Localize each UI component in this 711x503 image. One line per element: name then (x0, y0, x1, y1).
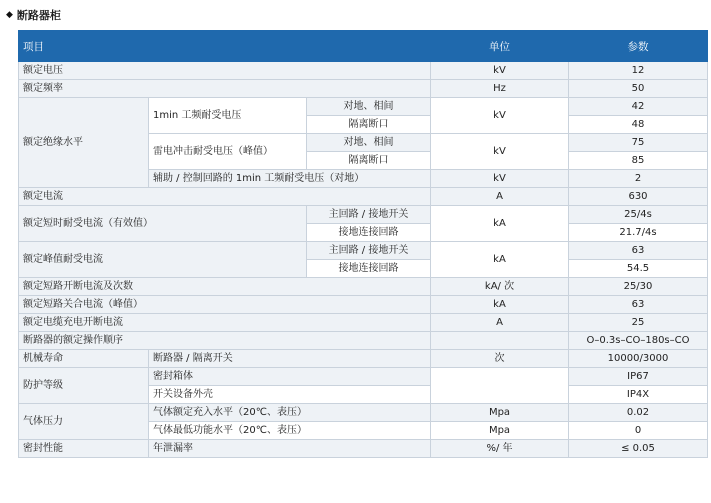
row-unit (431, 368, 569, 404)
row-value: 50 (569, 80, 708, 98)
row-sublabel: 辅助 / 控制回路的 1min 工频耐受电压（对地） (149, 170, 431, 188)
table-row (19, 188, 708, 206)
row-value: 63 (569, 296, 708, 314)
row-subitem: 断路器 / 隔离开关 (149, 350, 431, 368)
table-row (19, 350, 708, 368)
row-unit (431, 332, 569, 350)
row-unit: kV (431, 170, 569, 188)
header-unit: 单位 (431, 31, 569, 62)
row-label: 额定峰值耐受电流 (19, 242, 307, 278)
row-unit: Hz (431, 80, 569, 98)
row-sublabel: 雷电冲击耐受电压（峰值） (149, 134, 307, 170)
row-value: 2 (569, 170, 708, 188)
row-label: 额定短时耐受电流（有效值） (19, 206, 307, 242)
row-unit: 次 (431, 350, 569, 368)
row-label: 防护等级 (19, 368, 149, 404)
table-row (19, 206, 708, 224)
section-title (6, 7, 61, 23)
row-value: 25 (569, 314, 708, 332)
row-value: ≤ 0.05 (569, 440, 708, 458)
row-subitem: 接地连接回路 (307, 224, 431, 242)
row-label: 断路器的额定操作顺序 (19, 332, 431, 350)
row-value: 25/30 (569, 278, 708, 296)
row-unit: Mpa (431, 404, 569, 422)
row-value: 21.7/4s (569, 224, 708, 242)
row-value: 630 (569, 188, 708, 206)
row-subitem: 接地连接回路 (307, 260, 431, 278)
header-value: 参数 (569, 31, 708, 62)
row-subitem: 年泄漏率 (149, 440, 431, 458)
row-unit: kV (431, 134, 569, 170)
row-value: 0 (569, 422, 708, 440)
row-value: IP67 (569, 368, 708, 386)
row-value: 0.02 (569, 404, 708, 422)
row-label: 额定绝缘水平 (19, 98, 149, 188)
row-subitem: 隔离断口 (307, 152, 431, 170)
row-unit: kV (431, 98, 569, 134)
diamond-bullet-icon: ◆ (6, 10, 13, 20)
row-label: 气体压力 (19, 404, 149, 440)
row-value: 85 (569, 152, 708, 170)
row-subitem: 气体最低功能水平（20℃、表压） (149, 422, 431, 440)
row-value: 48 (569, 116, 708, 134)
row-unit: A (431, 314, 569, 332)
row-value: 12 (569, 62, 708, 80)
table-row (19, 278, 708, 296)
spec-table (18, 30, 708, 458)
row-label: 机械寿命 (19, 350, 149, 368)
row-value: 54.5 (569, 260, 708, 278)
row-subitem: 开关设备外壳 (149, 386, 431, 404)
row-label: 额定短路关合电流（峰值） (19, 296, 431, 314)
row-value: 25/4s (569, 206, 708, 224)
row-unit: kV (431, 62, 569, 80)
row-subitem: 对地、相间 (307, 134, 431, 152)
row-sublabel: 1min 工频耐受电压 (149, 98, 307, 134)
table-row (19, 368, 708, 386)
row-label: 额定电流 (19, 188, 431, 206)
table-row (19, 242, 708, 260)
table-header (19, 31, 708, 62)
row-value: IP4X (569, 386, 708, 404)
row-label: 额定电缆充电开断电流 (19, 314, 431, 332)
section-title-text: 断路器柜 (16, 9, 61, 22)
table-row (19, 80, 708, 98)
row-subitem: 主回路 / 接地开关 (307, 206, 431, 224)
table-row (19, 332, 708, 350)
table-row (19, 296, 708, 314)
row-subitem: 密封箱体 (149, 368, 431, 386)
row-value: 10000/3000 (569, 350, 708, 368)
row-unit: kA (431, 296, 569, 314)
row-unit: Mpa (431, 422, 569, 440)
row-unit: %/ 年 (431, 440, 569, 458)
table-row (19, 314, 708, 332)
row-subitem: 对地、相间 (307, 98, 431, 116)
row-unit: A (431, 188, 569, 206)
row-value: 42 (569, 98, 708, 116)
row-value: 75 (569, 134, 708, 152)
row-unit: kA (431, 242, 569, 278)
row-label: 额定短路开断电流及次数 (19, 278, 431, 296)
header-item: 项目 (19, 31, 431, 62)
row-subitem: 气体额定充入水平（20℃、表压） (149, 404, 431, 422)
row-value: 63 (569, 242, 708, 260)
table-row (19, 440, 708, 458)
table-row (19, 62, 708, 80)
row-unit: kA (431, 206, 569, 242)
row-label: 密封性能 (19, 440, 149, 458)
row-unit: kA/ 次 (431, 278, 569, 296)
row-value: O–0.3s–CO–180s–CO (569, 332, 708, 350)
row-subitem: 主回路 / 接地开关 (307, 242, 431, 260)
table-row (19, 404, 708, 422)
row-label: 额定电压 (19, 62, 431, 80)
table-row (19, 98, 708, 116)
row-label: 额定频率 (19, 80, 431, 98)
row-subitem: 隔离断口 (307, 116, 431, 134)
